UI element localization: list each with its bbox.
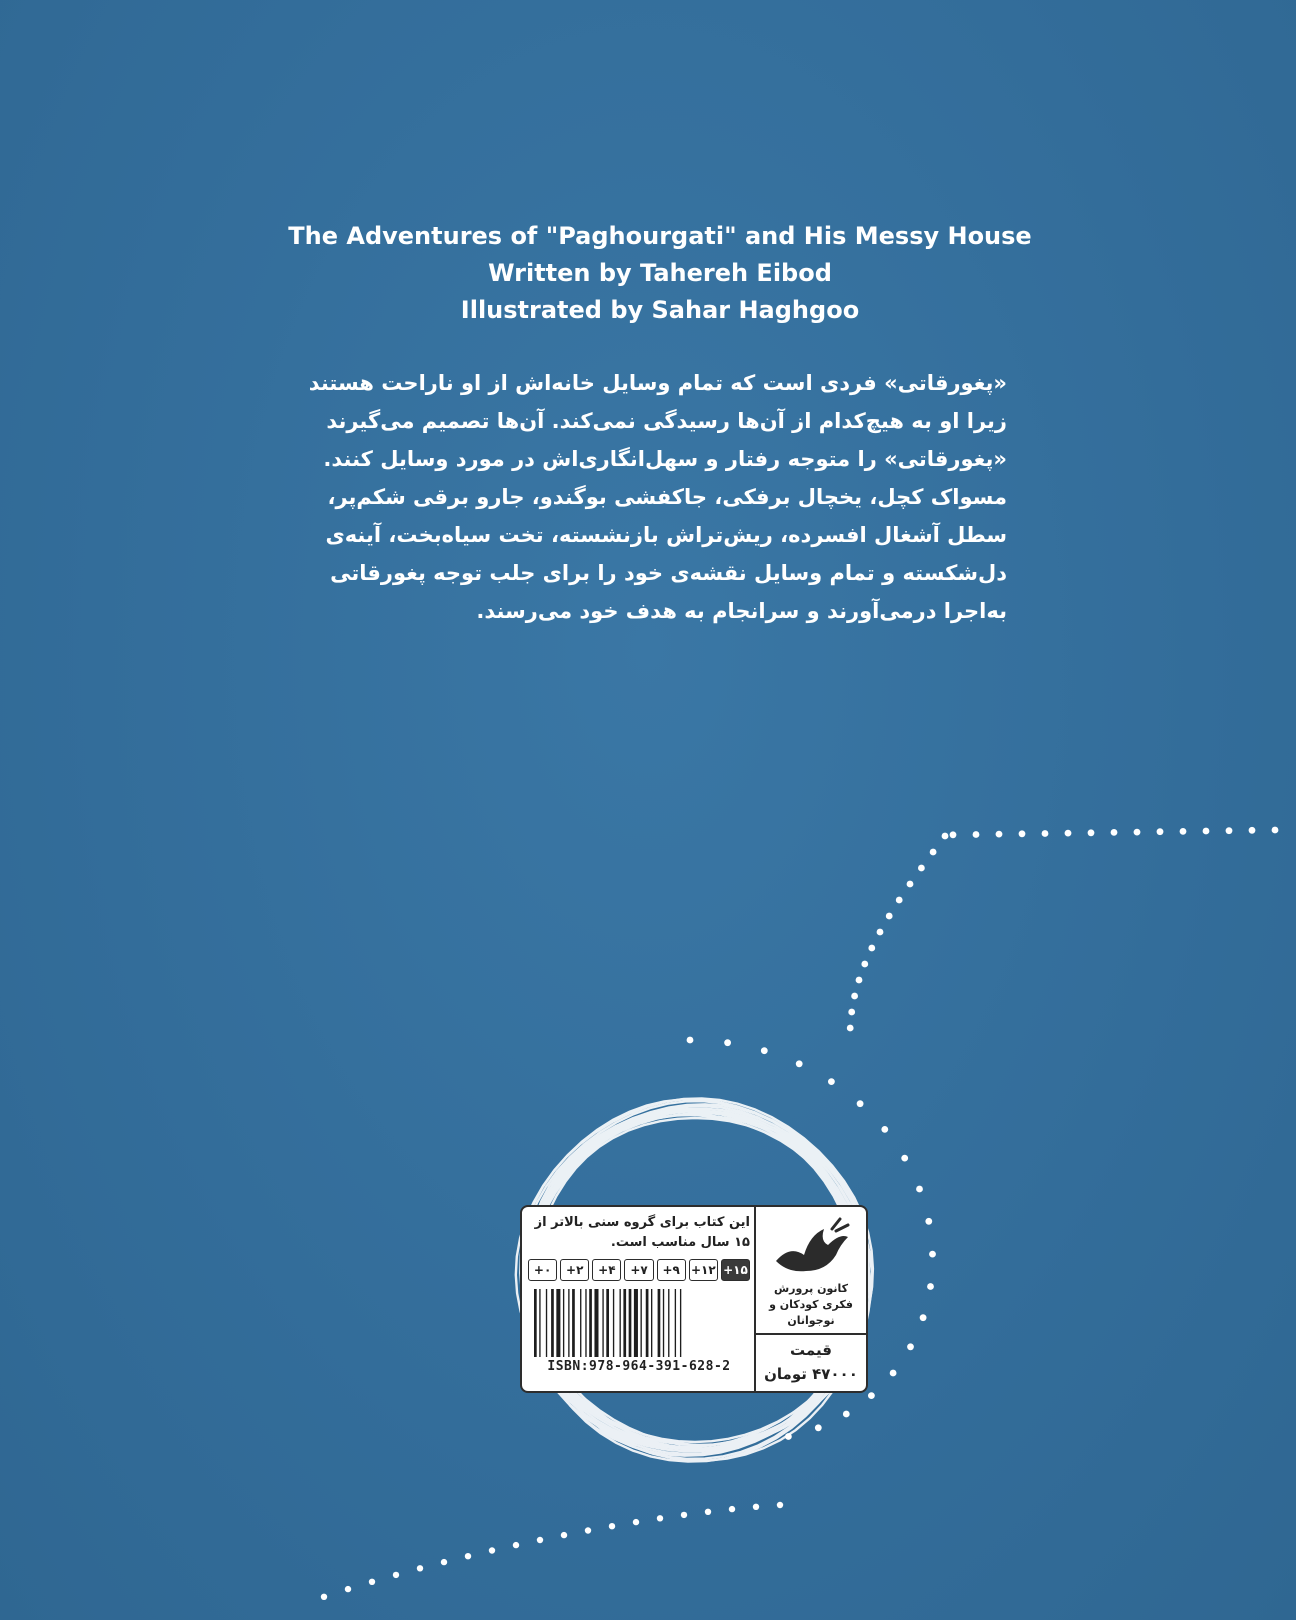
dot	[881, 1126, 888, 1133]
dot	[724, 1039, 731, 1046]
dot	[1019, 830, 1026, 837]
dot	[848, 1009, 855, 1016]
dot	[890, 1370, 897, 1377]
dot	[1088, 829, 1095, 836]
dot	[916, 1186, 923, 1193]
barcode-bar	[594, 1289, 598, 1357]
dot	[877, 929, 884, 936]
dot	[753, 1504, 759, 1510]
dot	[925, 1218, 932, 1225]
dot	[973, 831, 980, 838]
dot	[861, 961, 868, 968]
synopsis-line: دل‌شکسته و تمام وسایل نقشه‌ی خود را برای جلب توجه پغورقاتی	[330, 561, 1007, 585]
publisher-name: کانون پرورش فکری کودکان و نوجوانان	[769, 1282, 853, 1327]
age-group-box: +۲	[560, 1259, 589, 1281]
dot	[465, 1553, 471, 1559]
dot	[1226, 827, 1233, 834]
dot	[828, 1078, 835, 1085]
dot	[942, 833, 949, 840]
age-group-box: +۹	[657, 1259, 686, 1281]
barcode-bar	[589, 1289, 592, 1357]
price-value: ۴۷۰۰۰ تومان	[764, 1365, 858, 1383]
dot	[489, 1547, 495, 1553]
dot	[1203, 828, 1210, 835]
dot	[633, 1519, 639, 1525]
dot	[1272, 827, 1279, 834]
dot	[907, 1343, 914, 1350]
dot	[857, 1100, 864, 1107]
english-author: Written by Tahereh Eibod	[488, 259, 832, 287]
barcode-bar	[623, 1289, 626, 1357]
dot	[585, 1527, 591, 1533]
dot	[561, 1532, 567, 1538]
dot	[1249, 827, 1256, 834]
synopsis-line: مسواک کچل، یخچال برفکی، جاکفشی بوگندو، جارو برقی شکم‌پر،	[327, 485, 1007, 509]
barcode-bar	[658, 1289, 661, 1357]
barcode-bar	[668, 1289, 669, 1357]
dot	[920, 1314, 927, 1321]
dot	[996, 831, 1003, 838]
barcode-bar	[629, 1289, 632, 1357]
barcode-bar	[568, 1289, 569, 1357]
dot	[777, 1502, 783, 1508]
dot	[796, 1060, 803, 1067]
dot	[851, 993, 858, 1000]
barcode-bar	[613, 1289, 614, 1357]
age-group-box: +۱۲	[689, 1259, 718, 1281]
barcode-bar	[539, 1289, 540, 1357]
dot	[907, 881, 914, 888]
dot	[345, 1586, 351, 1592]
barcode-bar	[551, 1289, 554, 1357]
barcode-bar	[563, 1289, 564, 1357]
age-recommendation: این کتاب برای گروه سنی بالاتر از ۱۵ سال مناسب است.	[534, 1215, 750, 1250]
barcode-bar	[675, 1289, 676, 1357]
barcode-bar	[646, 1289, 649, 1357]
dot	[815, 1424, 822, 1431]
english-credits	[250, 218, 1070, 329]
barcode-bar	[620, 1289, 621, 1357]
barcode-bar	[641, 1289, 642, 1357]
dot	[843, 1411, 850, 1418]
dot	[687, 1037, 694, 1044]
dot	[369, 1579, 375, 1585]
dot	[1157, 828, 1164, 835]
dot	[537, 1537, 543, 1543]
synopsis-line: «پغورقاتی» فردی است که تمام وسایل خانه‌اش از او ناراحت هستند	[308, 371, 1007, 395]
label-divider	[754, 1333, 868, 1335]
dot	[681, 1512, 687, 1518]
isbn-number: ISBN:978-964-391-628-2	[547, 1359, 731, 1374]
dot	[927, 1283, 934, 1290]
dot	[868, 945, 875, 952]
english-illustrator: Illustrated by Sahar Haghgoo	[460, 296, 860, 324]
dot	[609, 1523, 615, 1529]
dot	[1134, 829, 1141, 836]
price-barcode-label	[520, 1205, 868, 1393]
dot	[918, 865, 925, 872]
barcode-bar	[634, 1289, 638, 1357]
barcode-icon	[532, 1289, 744, 1357]
dot	[441, 1559, 447, 1565]
synopsis-line: به‌اجرا درمی‌آورند و سرانجام به هدف خود می‌رسند.	[476, 599, 1007, 623]
persian-synopsis	[305, 364, 1007, 630]
barcode-bar	[606, 1289, 609, 1357]
dot	[729, 1506, 735, 1512]
dot	[393, 1572, 399, 1578]
barcode-bar	[556, 1289, 560, 1357]
age-group-box: +۷	[624, 1259, 653, 1281]
price-label: قیمت	[790, 1341, 832, 1359]
dot	[1042, 830, 1049, 837]
dot	[513, 1542, 519, 1548]
age-group-box: +۰	[528, 1259, 557, 1281]
dot	[785, 1433, 792, 1440]
dot	[950, 831, 957, 838]
barcode-bar	[602, 1289, 603, 1357]
dot	[705, 1509, 711, 1515]
dot	[761, 1047, 768, 1054]
label-divider	[754, 1207, 756, 1391]
publisher-logo-icon	[770, 1215, 854, 1279]
synopsis-line: زیرا او به هیچ‌کدام از آن‌ها رسیدگی نمی‌کند. آن‌ها تصمیم می‌گیرند	[326, 409, 1007, 433]
dot	[321, 1594, 327, 1600]
barcode-bar	[580, 1289, 581, 1357]
english-title: The Adventures of "Paghourgati" and His Messy House	[288, 222, 1032, 250]
barcode-bar	[572, 1289, 575, 1357]
barcode-bar	[534, 1289, 537, 1357]
barcode-bar	[663, 1289, 664, 1357]
dot	[930, 849, 937, 856]
synopsis-line: سطل آشغال افسرده، ریش‌تراش بازنشسته، تخت سیاه‌بخت، آینه‌ی	[325, 523, 1007, 547]
dot	[417, 1565, 423, 1571]
dot	[929, 1251, 936, 1258]
dot	[1180, 828, 1187, 835]
dot	[1065, 830, 1072, 837]
dot	[657, 1515, 663, 1521]
synopsis-line: «پغورقاتی» را متوجه رفتار و سهل‌انگاری‌اش در مورد وسایل کنند.	[323, 447, 1007, 471]
dot	[856, 977, 863, 984]
barcode-bar	[546, 1289, 547, 1357]
age-group-box: +۱۵	[721, 1259, 750, 1281]
barcode-bar	[651, 1289, 652, 1357]
dot	[868, 1392, 875, 1399]
age-group-box: +۴	[592, 1259, 621, 1281]
barcode-bar	[680, 1289, 681, 1357]
dot	[896, 897, 903, 904]
dot	[886, 913, 893, 920]
dot	[847, 1025, 854, 1032]
dot	[901, 1155, 908, 1162]
dot	[1111, 829, 1118, 836]
age-group-row	[528, 1259, 750, 1281]
barcode-bar	[585, 1289, 586, 1357]
